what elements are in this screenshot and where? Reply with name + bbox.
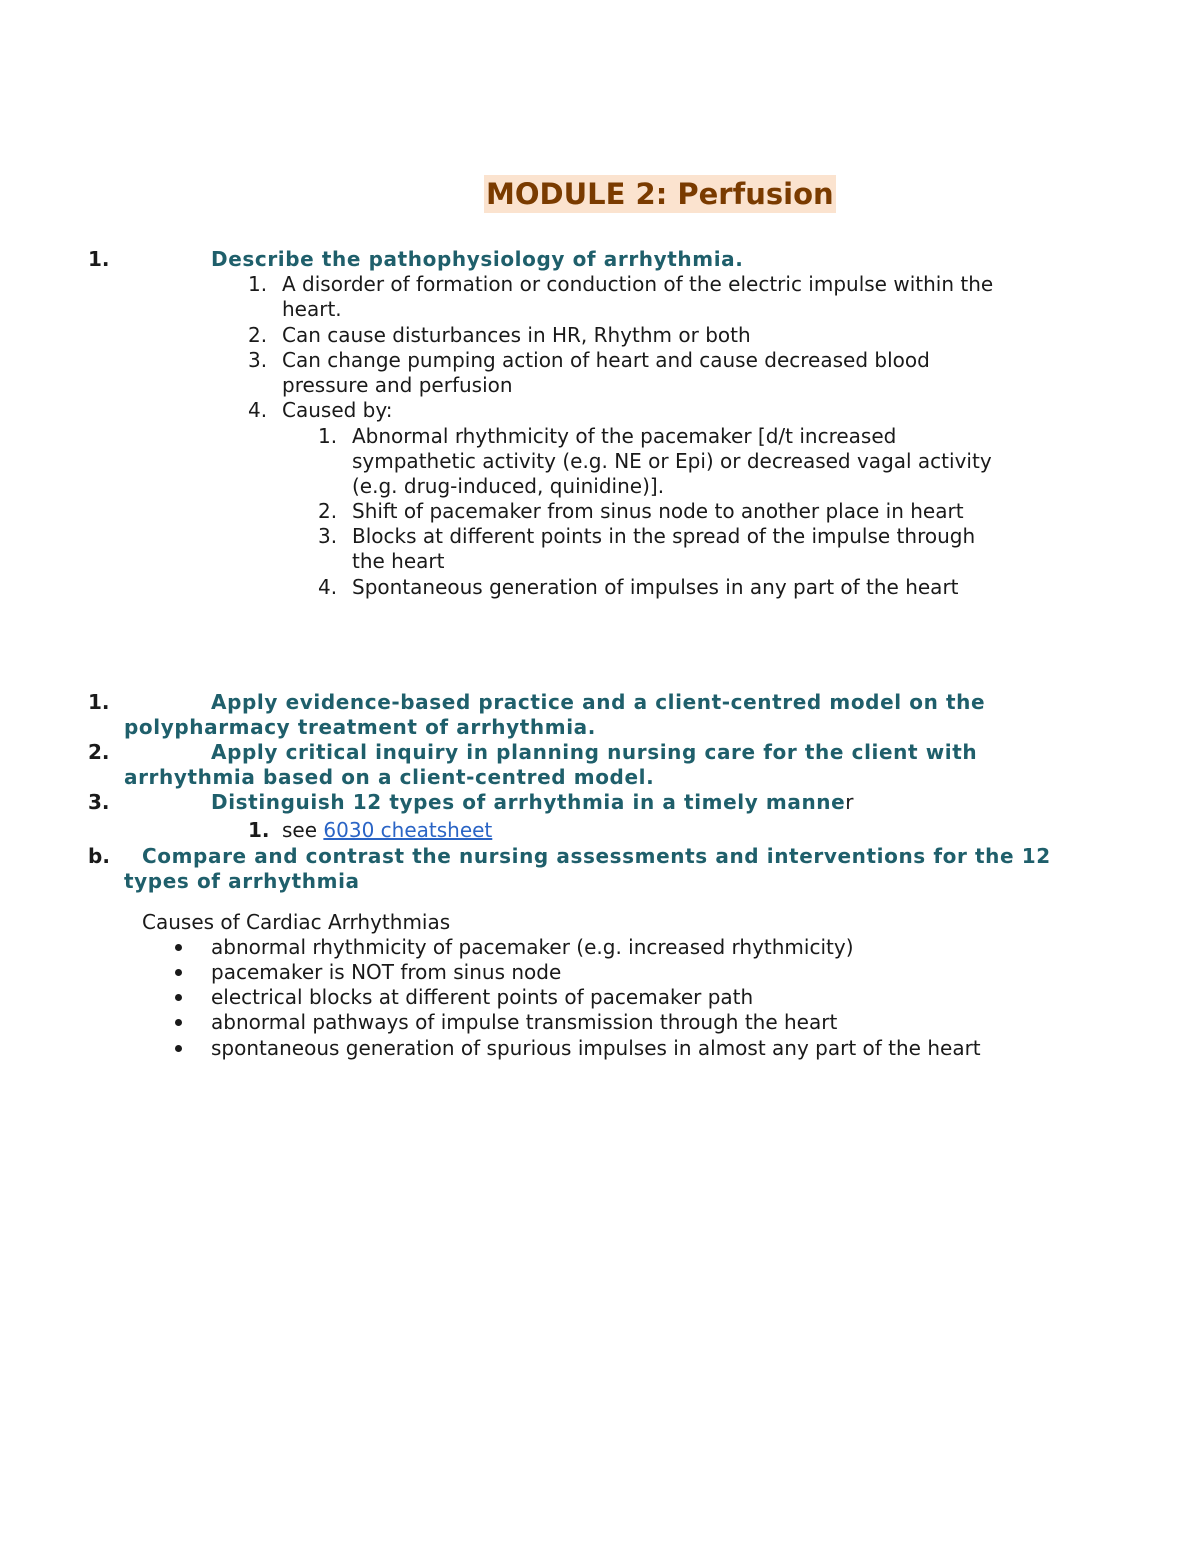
list-item-text: heart. [282, 297, 342, 321]
objective-heading: Apply critical inquiry in planning nursing care for the client with [211, 740, 978, 764]
objective-number: 3. [88, 790, 110, 814]
objective-heading: Apply evidence-based practice and a client-centred model on the [211, 690, 986, 714]
bullet-dot [175, 1045, 182, 1052]
bullet-dot [175, 1019, 182, 1026]
list-item-number: 3. [248, 348, 268, 372]
causes-heading: Causes of Cardiac Arrhythmias [142, 910, 451, 934]
objective-heading: polypharmacy treatment of arrhythmia. [124, 715, 596, 739]
list-item-text: pressure and perfusion [282, 373, 513, 397]
bullet-item: pacemaker is NOT from sinus node [211, 960, 562, 984]
list-item-text: Can cause disturbances in HR, Rhythm or both [282, 323, 751, 347]
section-number: 1. [88, 247, 110, 271]
item-b-label: b. [88, 844, 110, 868]
sublist-item-text: Spontaneous generation of impulses in any part of the heart [352, 575, 959, 599]
page-title: MODULE 2: Perfusion [486, 177, 834, 211]
sublist-item-text: sympathetic activity (e.g. NE or Epi) or decreased vagal activity [352, 449, 992, 473]
sublist-item-number: 2. [318, 499, 338, 523]
bullet-dot [175, 994, 182, 1001]
objective-heading-tail: r [845, 790, 854, 814]
bullet-item: abnormal pathways of impulse transmission through the heart [211, 1010, 838, 1034]
sublist-item-number: 1. [318, 424, 338, 448]
list-item-number: 4. [248, 398, 268, 422]
sublist-item-text: (e.g. drug-induced, quinidine)]. [352, 474, 665, 498]
item-b-heading: Compare and contrast the nursing assessments and interventions for the 12 [142, 844, 1051, 868]
sub-item-text [282, 818, 492, 843]
objective-number: 2. [88, 740, 110, 764]
list-item-number: 1. [248, 272, 268, 296]
sublist-item-text: the heart [352, 549, 445, 573]
objective-heading: arrhythmia based on a client-centred model. [124, 765, 655, 789]
list-item-text: Can change pumping action of heart and cause decreased blood [282, 348, 930, 372]
list-item-text: Caused by: [282, 398, 393, 422]
sublist-item-text: Shift of pacemaker from sinus node to another place in heart [352, 499, 964, 523]
sublist-item-text: Blocks at different points in the spread of the impulse through [352, 524, 976, 548]
sub-item-number: 1. [248, 818, 270, 842]
sublist-item-number: 3. [318, 524, 338, 548]
sublist-item-text: Abnormal rhythmicity of the pacemaker [d/t increased [352, 424, 897, 448]
bullet-dot [175, 969, 182, 976]
sub-item-prefix: see [282, 818, 324, 842]
item-b-heading: types of arrhythmia [124, 869, 360, 893]
objective-heading [211, 790, 854, 815]
objective-number: 1. [88, 690, 110, 714]
bullet-dot [175, 944, 182, 951]
bullet-item: abnormal rhythmicity of pacemaker (e.g. increased rhythmicity) [211, 935, 854, 959]
list-item-text: A disorder of formation or conduction of the electric impulse within the [282, 272, 994, 296]
list-item-number: 2. [248, 323, 268, 347]
sublist-item-number: 4. [318, 575, 338, 599]
cheatsheet-link[interactable]: 6030 cheatsheet [323, 818, 493, 842]
objective-heading-bold: Distinguish 12 types of arrhythmia in a timely manne [211, 790, 846, 814]
section-heading: Describe the pathophysiology of arrhythmia. [211, 247, 744, 271]
bullet-item: electrical blocks at different points of pacemaker path [211, 985, 754, 1009]
bullet-item: spontaneous generation of spurious impulses in almost any part of the heart [211, 1036, 981, 1060]
